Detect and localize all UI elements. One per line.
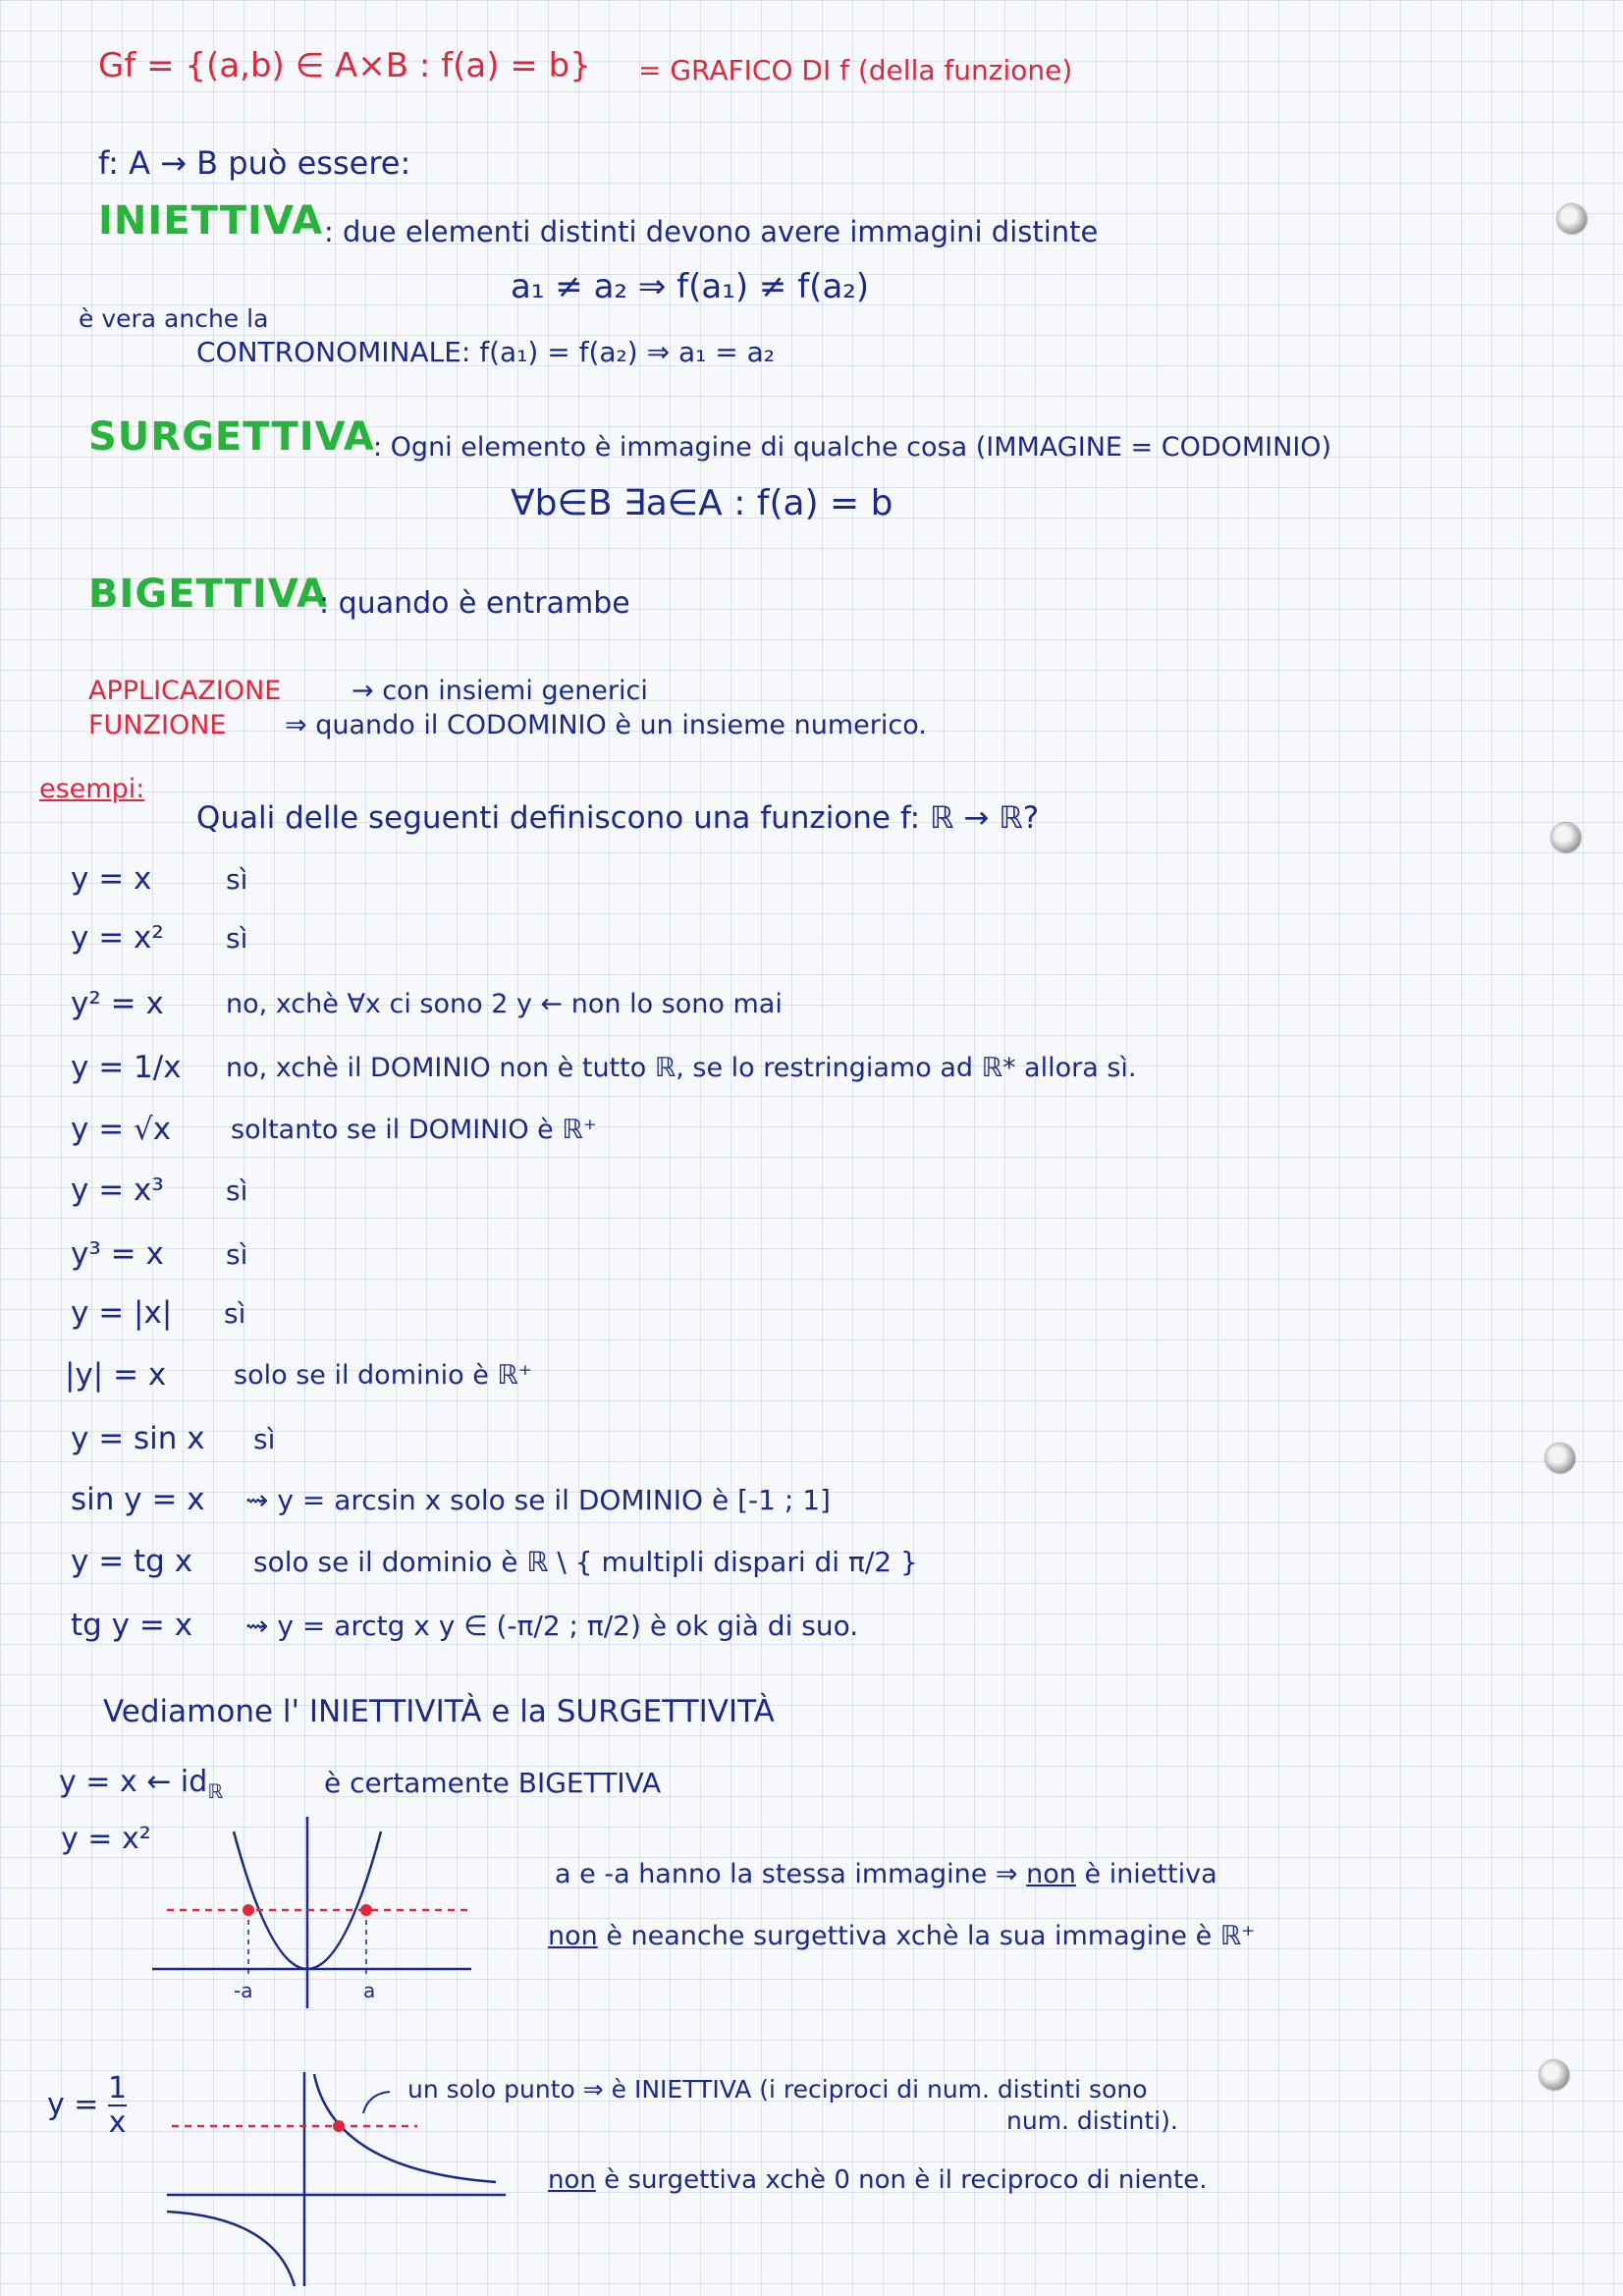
example-answer: sì (226, 1238, 248, 1271)
punch-hole (1540, 2060, 1569, 2090)
reciprocal-den: x (108, 2105, 127, 2140)
example-eq: y = x (71, 861, 152, 897)
iniettiva-title: INIETTIVA (98, 198, 324, 244)
square-line-1-not: non (1026, 1859, 1076, 1889)
identity-text: è certamente BIGETTIVA (324, 1767, 662, 1799)
example-answer: sì (224, 1297, 246, 1330)
reciprocal-eq (47, 2072, 127, 2139)
point-neg-a (243, 1904, 254, 1916)
example-eq: y = 1/x (71, 1050, 182, 1085)
contronominale: CONTRONOMINALE: f(a₁) = f(a₂) ⇒ a₁ = a₂ (196, 336, 775, 368)
example-answer: sì (226, 863, 248, 896)
example-answer: sì (226, 922, 248, 955)
reciprocal-eq-lhs: y = (47, 2087, 99, 2122)
parabola-graph (147, 1812, 481, 2013)
iniettiva-desc: : due elementi distinti devono avere immagini distinte (324, 215, 1099, 248)
surgettiva-title: SURGETTIVA (88, 414, 375, 460)
example-eq: y = x³ (71, 1173, 164, 1208)
funzione-label: FUNZIONE (88, 710, 227, 740)
injectivity-heading: Vediamone l' INIETTIVITÀ e la SURGETTIVITÀ (103, 1694, 775, 1729)
example-answer: sì (253, 1423, 276, 1455)
example-eq: y = tg x (71, 1544, 193, 1579)
identity-sub: ℝ (207, 1779, 224, 1803)
graph-label: = GRAFICO DI f (della funzione) (638, 54, 1073, 86)
example-eq: y² = x (71, 986, 164, 1021)
bigettiva-title: BIGETTIVA (88, 572, 329, 617)
example-answer: ⇝ y = arctg x y ∈ (-π/2 ; π/2) è ok già di suo. (245, 1610, 859, 1642)
square-line-2-not: non (548, 1921, 598, 1951)
square-eq: y = x² (61, 1822, 151, 1856)
funzione-text: ⇒ quando il CODOMINIO è un insieme numerico. (285, 710, 927, 740)
iniettiva-note: è vera anche la (79, 304, 269, 333)
identity-eq (59, 1765, 224, 1803)
identity-eq-text: y = x ← id (59, 1765, 208, 1799)
example-answer: no, xchè ∀x ci sono 2 y ← non lo sono mai (226, 989, 783, 1019)
intersection-point (333, 2120, 345, 2132)
reciprocal-line-2-text: è surgettiva xchè 0 non è il reciproco di niente. (604, 2165, 1208, 2195)
square-line-2 (548, 1923, 1255, 1949)
example-answer: solo se il dominio è ℝ \ { multipli dispari di π/2 } (253, 1546, 918, 1578)
reciprocal-line-1: un solo punto ⇒ è INIETTIVA (i reciproci di num. distinti sono (407, 2075, 1148, 2104)
iniettiva-formula: a₁ ≠ a₂ ⇒ f(a₁) ≠ f(a₂) (511, 267, 870, 306)
reciprocal-line-2 (548, 2167, 1207, 2193)
square-line-2-text: è neanche surgettiva xchè la sua immagine è ℝ⁺ (606, 1921, 1256, 1951)
surgettiva-formula: ∀b∈B ∃a∈A : f(a) = b (511, 483, 893, 523)
example-eq: y = sin x (71, 1421, 205, 1456)
applicazione-label: APPLICAZIONE (88, 676, 282, 706)
example-answer: sì (226, 1175, 248, 1207)
examples-question: Quali delle seguenti definiscono una funzione f: ℝ → ℝ? (196, 800, 1040, 836)
example-answer: solo se il dominio è ℝ⁺ (234, 1360, 533, 1391)
example-eq: sin y = x (71, 1482, 205, 1517)
hyperbola-branch-negative (167, 2212, 295, 2286)
reciprocal-num: 1 (107, 2071, 128, 2105)
example-answer: ⇝ y = arcsin x solo se il DOMINIO è [-1 ; 1] (245, 1484, 831, 1516)
example-answer: soltanto se il DOMINIO è ℝ⁺ (231, 1115, 597, 1145)
example-eq: y = |x| (71, 1295, 173, 1331)
bigettiva-desc: : quando è entrambe (319, 586, 630, 621)
square-line-1 (555, 1861, 1217, 1887)
example-eq: y³ = x (71, 1236, 164, 1272)
punch-hole (1557, 204, 1587, 234)
pointer-arrow (363, 2092, 390, 2113)
graph-definition: Gf = {(a,b) ∈ A×B : f(a) = b} (98, 46, 591, 85)
reciprocal-fraction (108, 2072, 127, 2139)
example-eq: y = x² (71, 920, 164, 956)
square-line-1-end: è iniettiva (1084, 1859, 1217, 1889)
applicazione-text: → con insiemi generici (352, 676, 648, 706)
examples-label: esempi: (39, 774, 145, 804)
reciprocal-line-1b: num. distinti). (1006, 2106, 1178, 2135)
surgettiva-desc: : Ogni elemento è immagine di qualche cosa (IMMAGINE = CODOMINIO) (373, 432, 1332, 463)
axis-label-neg-a: -a (234, 1979, 253, 2002)
point-a (360, 1904, 372, 1916)
square-line-1-text: a e -a hanno la stessa immagine ⇒ (555, 1859, 1018, 1889)
example-eq: tg y = x (71, 1608, 193, 1643)
types-intro: f: A → B può essere: (98, 144, 411, 182)
example-answer: no, xchè il DOMINIO non è tutto ℝ, se lo restringiamo ad ℝ* allora sì. (226, 1053, 1137, 1083)
punch-hole (1545, 1444, 1575, 1473)
reciprocal-line-2-not: non (548, 2165, 596, 2195)
punch-hole (1551, 823, 1581, 852)
axis-label-a: a (363, 1979, 376, 2002)
example-eq: |y| = x (65, 1357, 167, 1393)
example-eq: y = √x (71, 1112, 172, 1147)
